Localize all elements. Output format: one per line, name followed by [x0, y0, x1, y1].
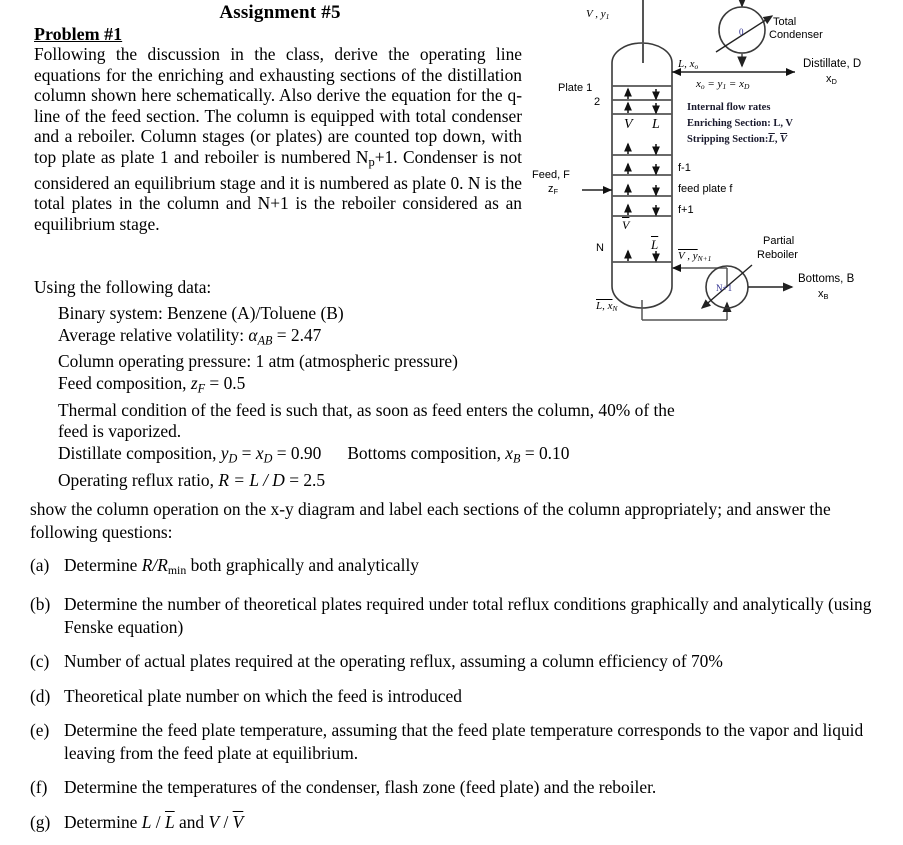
label-bottom-liquid	[596, 300, 617, 315]
relative-volatility-label: Average relative volatility:	[58, 324, 249, 345]
yd-subscript: D	[228, 451, 238, 466]
label-reflux-sub: o	[694, 61, 699, 71]
question-g-marker: (g)	[30, 811, 51, 832]
question-a-italic: R/R	[141, 555, 168, 575]
intro-text-part2: +1. Condenser is not considered an equilibrium stage and it is numbered as plate 0. N is the total plates in the column and N+1 is the reboiler considered as an equilibrium stage.	[34, 146, 522, 234]
label-reflux-text: L, x	[678, 58, 695, 70]
question-b-marker: (b)	[30, 594, 51, 615]
data-thermal-condition	[58, 400, 678, 443]
intro-text-part1: Following the discussion in the class, derive the operating line equations for the enriching and exhausting sections of the distillation column shown here schematically. Also derive the equation for the q-line of the feed section. The column is equipped with total condenser and a reboiler. Column stages (or plates) are counted top down, with top plate as plate 1 and reboiler is numbered N	[34, 44, 522, 167]
label-feed-composition	[548, 183, 558, 198]
label-bottoms: Bottoms, B	[798, 273, 855, 285]
label-distillate-comp-x: x	[826, 73, 832, 85]
label-top-balance-sub2: 1	[722, 81, 727, 91]
label-section-L: L	[652, 117, 660, 132]
question-f-text: Determine the temperatures of the condenser, flash zone (feed plate) and the reboiler.	[64, 777, 657, 798]
column-trays	[612, 86, 672, 262]
using-data-label: Using the following data:	[34, 277, 212, 297]
page-title: Assignment #5	[219, 2, 341, 23]
problem-statement-paragraph	[34, 44, 522, 234]
relative-volatility-value: = 2.47	[276, 324, 322, 345]
label-distillate-composition	[826, 73, 837, 88]
question-g-V: V	[208, 811, 220, 832]
label-plate-N: N	[596, 242, 604, 254]
data-reflux-ratio	[58, 470, 698, 492]
label-condenser-stage-number: 0	[739, 27, 744, 37]
xb-symbol: x	[505, 442, 514, 463]
bottoms-label: Bottoms composition,	[347, 442, 506, 463]
label-top-balance-mid: = y	[704, 78, 723, 90]
label-stripping-section: Stripping $Section:\overline{L}$, $\overline{V}$	[687, 134, 788, 145]
label-boilup-vapor	[678, 250, 711, 265]
label-plate-f-minus-1: f-1	[678, 162, 691, 174]
label-enriching-section: Enriching Section: L, V	[687, 118, 793, 129]
label-bottom-liquid-sub: N	[612, 303, 618, 313]
question-b-text: Determine the number of theoretical plates required under total reflux conditions graphically and analytically (using Fenske equation)	[64, 594, 872, 637]
yd-symbol: y	[220, 442, 229, 463]
question-b	[30, 593, 880, 638]
question-e	[30, 719, 880, 764]
data-distillate-bottoms	[58, 443, 698, 470]
label-section-Vbar	[622, 219, 629, 231]
boilup-arrow-head	[672, 264, 681, 272]
label-bottoms-composition	[818, 288, 828, 303]
label-top-balance-sub1: o	[700, 81, 705, 91]
xd-symbol: x	[255, 442, 264, 463]
alpha-symbol: α	[248, 324, 258, 345]
question-g-Lbar: $\overline{L}$	[164, 811, 175, 832]
label-feed-plate: feed plate f	[678, 183, 733, 195]
label-total-condenser-line2: Condenser	[769, 29, 823, 41]
alpha-subscript: AB	[257, 332, 273, 347]
label-reboiler-stage-number: N+1	[716, 283, 733, 293]
label-total-condenser-line1: Total	[773, 16, 797, 28]
question-c-marker: (c)	[30, 651, 50, 672]
distillate-label: Distillate composition,	[58, 442, 221, 463]
label-feed-comp-sub: F	[553, 186, 559, 196]
question-g-L: L	[141, 811, 152, 832]
label-plate-f-plus-1: f+1	[678, 204, 694, 216]
label-boilup-vapor-sub: N+1	[697, 253, 712, 263]
question-d-marker: (d)	[30, 685, 51, 706]
problem-heading: Problem #1	[34, 24, 123, 44]
question-g-slash-1: /	[155, 811, 161, 832]
question-g-Vbar: $\overline{V}$	[232, 811, 244, 832]
label-overhead-vapor	[586, 8, 609, 23]
question-g-and: and	[174, 811, 209, 832]
question-a-marker: (a)	[30, 555, 50, 575]
label-plate-2: 2	[594, 96, 601, 108]
reflux-symbols: R = L / D	[218, 469, 285, 490]
distillation-column-diagram	[520, 0, 903, 330]
feed-inlet-arrow-head	[603, 186, 612, 194]
thermal-condition-text: Thermal condition of the feed is such that, as soon as feed enters the column, 40% of the feed is vaporized.	[58, 399, 675, 442]
question-a-subscript: min	[167, 562, 187, 577]
distillate-arrow-head	[786, 68, 795, 76]
distillate-value: = 0.90	[276, 442, 322, 463]
label-overhead-vapor-text: V , y	[586, 8, 606, 20]
feed-composition-label: Feed composition,	[58, 372, 191, 393]
question-g-text: Determine	[64, 811, 142, 832]
label-distillate: Distillate, D	[803, 58, 862, 70]
label-overhead-vapor-sub: 1	[605, 11, 610, 21]
label-section-Vbar-text: $\overline{V}$	[622, 218, 630, 232]
reflux-value: = 2.5	[289, 469, 326, 490]
question-f-marker: (f)	[30, 777, 48, 798]
label-reflux-stream	[678, 58, 698, 73]
question-g-slash-2: /	[223, 811, 229, 832]
feed-composition-value: = 0.5	[209, 372, 246, 393]
xb-subscript: B	[513, 451, 521, 466]
label-top-balance-end: = x	[726, 78, 744, 90]
label-internal-flow-title: Internal flow rates	[687, 102, 771, 113]
question-f	[30, 776, 880, 799]
label-top-balance	[696, 78, 749, 93]
zf-symbol: z	[190, 372, 198, 393]
question-e-text: Determine the feed plate temperature, assuming that the feed plate temperature corresponds to the vapor and liquid leaving from the feed plate at equilibrium.	[64, 720, 864, 763]
label-section-V: V	[624, 117, 633, 132]
label-bottoms-comp-x: x	[818, 288, 824, 300]
question-a-text-post: both graphically and analytically	[186, 555, 419, 575]
show-column-operation-paragraph: show the column operation on the x-y diagram and label each sections of the column appropriately; and answer the following questions:	[30, 499, 831, 542]
question-e-marker: (e)	[30, 720, 50, 741]
label-feed	[532, 169, 570, 181]
question-d-text: Theoretical plate number on which the feed is introduced	[64, 685, 462, 706]
label-partial-reboiler-line2: Reboiler	[757, 249, 798, 261]
label-section-Lbar	[651, 239, 658, 251]
label-bottoms-comp-sub: B	[823, 291, 829, 301]
label-bottom-liquid-text: L, x	[596, 300, 613, 312]
question-g	[30, 811, 880, 834]
xd-subscript: D	[263, 451, 273, 466]
label-feed-comp-z: z	[548, 183, 554, 195]
question-a	[30, 554, 880, 581]
reflux-label: Operating reflux ratio,	[58, 469, 219, 490]
label-distillate-comp-sub: D	[831, 76, 837, 86]
question-a-text-pre: Determine	[64, 555, 142, 575]
label-section-Lbar-text: $\overline{L}$	[651, 237, 659, 252]
data-binary-system-text: Binary system: Benzene (A)/Toluene (B)	[58, 303, 344, 323]
label-feed-text: Feed, F	[532, 169, 570, 181]
label-plate-1: Plate 1	[558, 82, 593, 94]
bottoms-value: = 0.10	[524, 442, 570, 463]
question-c-text: Number of actual plates required at the operating reflux, assuming a column efficiency of 70%	[64, 651, 723, 672]
zf-subscript: F	[197, 381, 206, 396]
condenser-diagonal-arrow	[716, 16, 772, 52]
data-pressure	[58, 351, 698, 373]
label-top-balance-x: x	[696, 78, 701, 90]
label-boilup-vapor-text: V , y	[678, 250, 698, 262]
questions-list	[30, 554, 880, 845]
label-top-balance-sub3: D	[743, 81, 750, 91]
question-c	[30, 650, 880, 673]
equals-sign-1: =	[241, 442, 252, 463]
np-subscript: p	[368, 155, 375, 170]
data-pressure-text: Column operating pressure: 1 atm (atmospheric pressure)	[58, 351, 458, 372]
given-data-list	[58, 303, 698, 491]
question-d	[30, 685, 880, 708]
data-feed-composition	[58, 373, 698, 400]
label-partial-reboiler-line1: Partial	[763, 235, 795, 247]
